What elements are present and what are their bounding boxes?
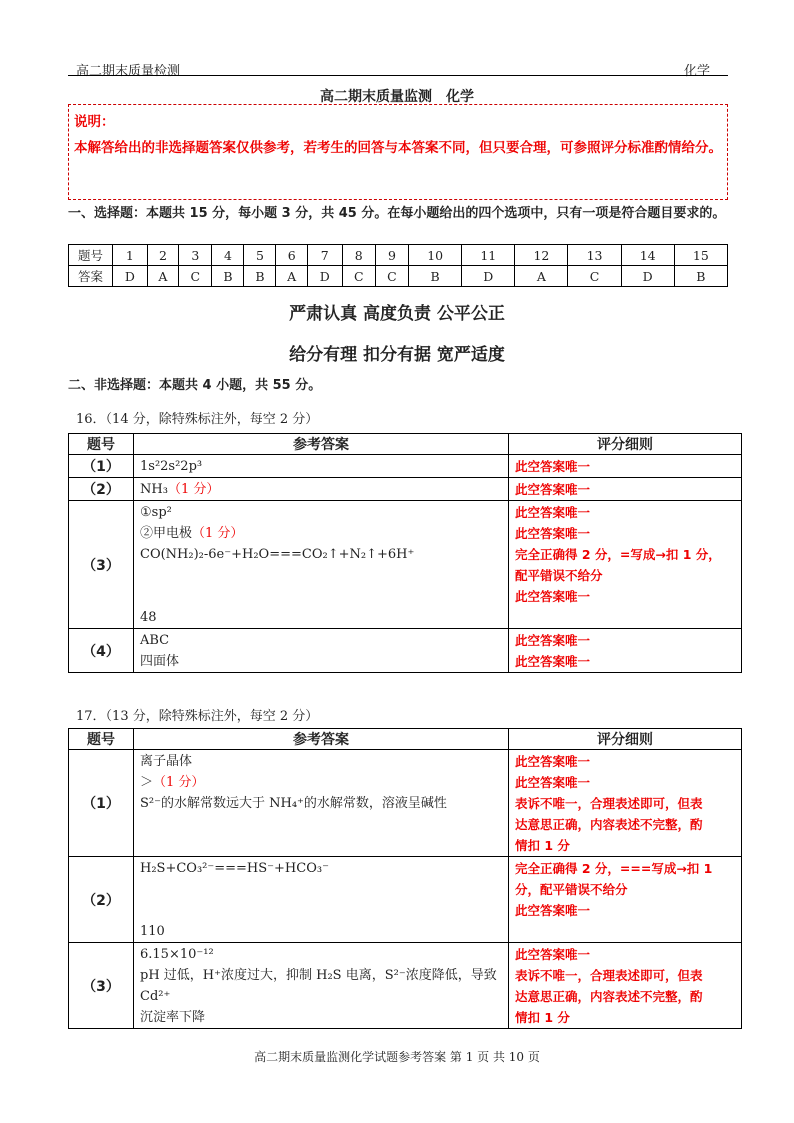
question-number: 3: [179, 245, 212, 266]
question-number: 2: [147, 245, 179, 266]
rule-line: 此空答案唯一: [515, 775, 591, 790]
answer-line: [140, 793, 502, 814]
header-right: 化学: [684, 64, 711, 79]
rule-line: 此空答案唯一: [515, 754, 591, 769]
rule-line: 此空答案唯一: [515, 654, 591, 669]
choice-answer: A: [147, 266, 179, 287]
answer-line: [140, 544, 502, 565]
answer-text: ＞: [140, 775, 154, 790]
row-label: 题号: [69, 245, 113, 266]
question-part: （4）: [69, 629, 134, 673]
reference-answer: [134, 943, 509, 1029]
rule-line: 此空答案唯一: [515, 505, 591, 520]
answer-line: [140, 965, 502, 1007]
grading-rule: [509, 455, 742, 478]
table-row: [69, 750, 742, 857]
blank-line: [140, 879, 502, 900]
column-header: 参考答案: [134, 434, 509, 455]
question-number: 12: [515, 245, 568, 266]
grading-rule: [509, 943, 742, 1029]
answer-text: 48: [140, 610, 157, 625]
question-part: （1）: [69, 750, 134, 857]
choice-answer: B: [674, 266, 727, 287]
choice-answer: A: [276, 266, 308, 287]
grading-rule: [509, 478, 742, 501]
answer-line: [140, 751, 502, 772]
answer-line: [140, 607, 502, 628]
q17-table: [68, 728, 742, 1029]
table-header: [69, 729, 742, 750]
page-footer: 高二期末质量监测化学试题参考答案 第 1 页 共 10 页: [254, 1050, 540, 1064]
rule-line: 此空答案唯一: [515, 526, 591, 541]
question-number: 9: [375, 245, 408, 266]
slogan: 严肃认真 高度负责 公平公正: [289, 304, 505, 324]
table-row: [69, 455, 742, 478]
answer-text: S²⁻的水解常数远大于 NH₄⁺的水解常数，溶液呈碱性: [140, 796, 447, 811]
column-header: 题号: [69, 729, 134, 750]
answer-text: pH 过低，H⁺浓度过大，抑制 H₂S 电离，S²⁻浓度降低，导致 Cd²⁺: [140, 968, 497, 1004]
answer-text: 四面体: [140, 654, 180, 669]
note-text: 本解答给出的非选择题答案仅供参考，若考生的回答与本答案不同，但只要合理，可参照评分标准酌情给分。: [74, 140, 722, 156]
rule-line: 此空答案唯一: [515, 633, 591, 648]
choice-answer: C: [568, 266, 621, 287]
choice-answer: C: [375, 266, 408, 287]
rule-line: 完全正确得 2 分，===写成→扣 1: [515, 861, 713, 876]
blank-line: [140, 565, 502, 586]
score-mark: （1 分）: [192, 526, 244, 541]
answer-text: H₂S+CO₃²⁻===HS⁻+HCO₃⁻: [140, 861, 329, 876]
q16-heading: 16．（14 分，除特殊标注外，每空 2 分）: [76, 412, 319, 427]
reference-answer: [134, 501, 509, 629]
blank-line: [140, 900, 502, 921]
answer-line: [140, 651, 502, 672]
choice-answer: D: [621, 266, 674, 287]
rule-line: 此空答案唯一: [515, 589, 591, 604]
table-row: [69, 478, 742, 501]
header-left: 高二期末质量检测: [76, 64, 181, 79]
rule-line: 此空答案唯一: [515, 482, 591, 497]
question-number: 1: [113, 245, 148, 266]
rule-line: 情扣 1 分: [515, 1010, 570, 1025]
reference-answer: [134, 857, 509, 943]
rule-line: 情扣 1 分: [515, 838, 570, 853]
answer-text: 6.15×10⁻¹²: [140, 947, 214, 962]
answer-line: [140, 858, 502, 879]
choice-answer: B: [244, 266, 276, 287]
answer-text: ①sp²: [140, 505, 172, 520]
rule-line: 达意思正确，内容表述不完整，酌: [515, 817, 703, 832]
q17-heading: 17．（13 分，除特殊标注外，每空 2 分）: [76, 709, 319, 724]
rule-line: 达意思正确，内容表述不完整，酌: [515, 989, 703, 1004]
score-mark: （1 分）: [153, 775, 205, 790]
choice-answer: C: [179, 266, 212, 287]
answer-line: [140, 921, 502, 942]
blank-line: [140, 586, 502, 607]
question-number: 4: [212, 245, 244, 266]
question-number: 15: [674, 245, 727, 266]
choice-answer: D: [307, 266, 342, 287]
answer-text: 1s²2s²2p³: [140, 459, 203, 474]
column-header: 题号: [69, 434, 134, 455]
choice-answer: D: [113, 266, 148, 287]
table-row: [69, 501, 742, 629]
question-part: （2）: [69, 857, 134, 943]
grading-rule: [509, 501, 742, 629]
reference-answer: [134, 629, 509, 673]
choice-answer: D: [462, 266, 515, 287]
question-number: 5: [244, 245, 276, 266]
answer-text: 110: [140, 924, 165, 939]
answer-line: [140, 502, 502, 523]
question-part: （3）: [69, 501, 134, 629]
answer-line: [140, 772, 502, 793]
answer-text: CO(NH₂)₂-6e⁻+H₂O===CO₂↑+N₂↑+6H⁺: [140, 547, 415, 562]
table-row: [69, 943, 742, 1029]
table-row: [69, 857, 742, 943]
question-number: 13: [568, 245, 621, 266]
note-label: 说明：: [74, 114, 115, 130]
rule-line: 分，配平错误不给分: [515, 882, 628, 897]
choice-answer: C: [342, 266, 375, 287]
table-header: [69, 434, 742, 455]
row-label: 答案: [69, 266, 113, 287]
answer-line: [140, 523, 502, 544]
answer-text: ABC: [140, 633, 170, 648]
table-row: [69, 629, 742, 673]
q16-table: [68, 433, 742, 673]
question-part: （1）: [69, 455, 134, 478]
reference-answer: [134, 478, 509, 501]
question-number: 11: [462, 245, 515, 266]
rule-line: 此空答案唯一: [515, 947, 591, 962]
rule-line: 完全正确得 2 分，=写成→扣 1 分，: [515, 547, 721, 562]
choice-answer: A: [515, 266, 568, 287]
choice-answer: B: [409, 266, 462, 287]
reference-answer: [134, 750, 509, 857]
answer-line: [140, 630, 502, 651]
slogan: 给分有理 扣分有据 宽严适度: [289, 345, 505, 365]
answer-text: NH₃: [140, 482, 168, 497]
question-part: （2）: [69, 478, 134, 501]
score-mark: （1 分）: [167, 482, 220, 497]
note-box: [68, 104, 728, 200]
question-number: 10: [409, 245, 462, 266]
answer-text: ②甲电极: [140, 526, 193, 541]
question-number: 6: [276, 245, 308, 266]
rule-line: 表诉不唯一，合理表述即可，但表: [515, 968, 703, 983]
choice-answer: B: [212, 266, 244, 287]
grading-rule: [509, 857, 742, 943]
question-part: （3）: [69, 943, 134, 1029]
question-number: 8: [342, 245, 375, 266]
answer-text: 沉淀率下降: [140, 1010, 206, 1025]
reference-answer: [134, 455, 509, 478]
rule-line: 此空答案唯一: [515, 903, 591, 918]
section1-heading: 一、选择题：本题共 15 分，每小题 3 分，共 45 分。在每小题给出的四个选项中，只有一项是符合题目要求的。: [68, 206, 726, 221]
header-rule: [68, 75, 728, 76]
choice-answer-table: [68, 244, 728, 287]
column-header: 参考答案: [134, 729, 509, 750]
answer-line: [140, 479, 502, 500]
question-number: 14: [621, 245, 674, 266]
grading-rule: [509, 629, 742, 673]
rule-line: 此空答案唯一: [515, 459, 591, 474]
grading-rule: [509, 750, 742, 857]
question-number: 7: [307, 245, 342, 266]
answer-line: [140, 456, 502, 477]
answer-text: 离子晶体: [140, 754, 193, 769]
section2-heading: 二、非选择题：本题共 4 小题，共 55 分。: [68, 378, 322, 393]
rule-line: 表诉不唯一，合理表述即可，但表: [515, 796, 703, 811]
page-title: 高二期末质量监测 化学: [320, 89, 474, 105]
answer-line: [140, 1007, 502, 1028]
column-header: 评分细则: [509, 729, 742, 750]
rule-line: 配平错误不给分: [515, 568, 603, 583]
column-header: 评分细则: [509, 434, 742, 455]
answer-line: [140, 944, 502, 965]
